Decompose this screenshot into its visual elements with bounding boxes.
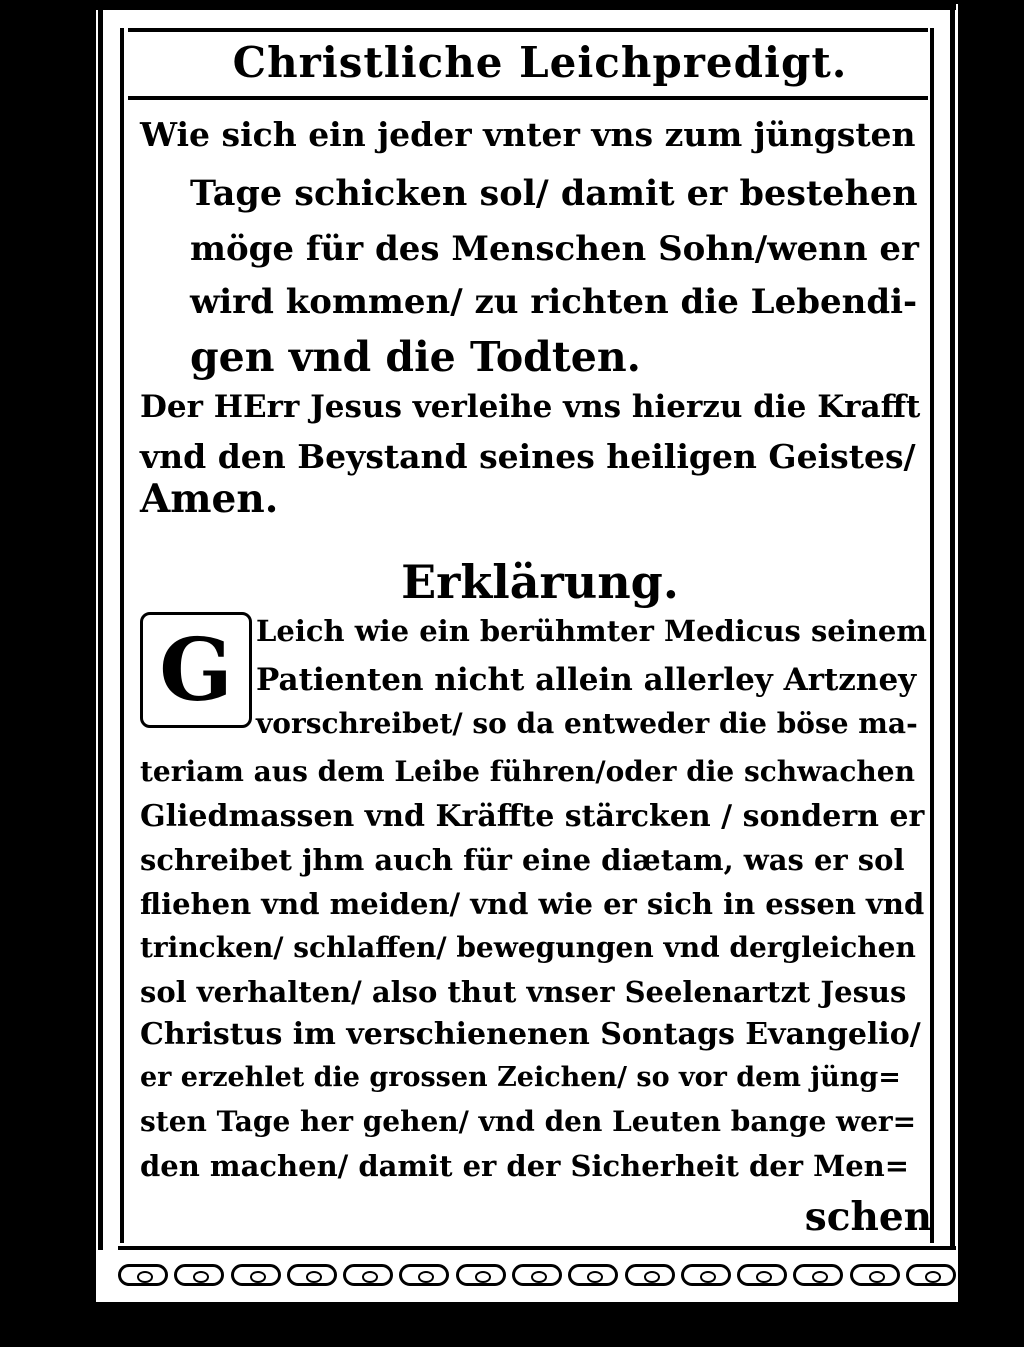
- right-inner-rule: [930, 28, 934, 1243]
- ornament-link: [793, 1264, 843, 1286]
- ornament-link: [512, 1264, 562, 1286]
- amen-line: vnd den Beystand seines heiligen Geistes/: [140, 437, 916, 476]
- body-line: Leich wie ein berühmter Medicus seinem: [256, 614, 927, 648]
- body-line: Patienten nicht allein allerley Artzney: [256, 662, 917, 698]
- prayer-line: Wie sich ein jeder vnter vns zum jüngsten: [140, 115, 916, 154]
- ornament-link: [174, 1264, 224, 1286]
- body-line: er erzehlet die grossen Zeichen/ so vor dem jüng=: [140, 1062, 901, 1093]
- prayer-line: gen vnd die Todten.: [190, 333, 641, 381]
- head-rule-top: [128, 28, 928, 32]
- body-line: fliehen vnd meiden/ vnd wie er sich in essen vnd: [140, 887, 925, 921]
- body-line: vorschreibet/ so da entweder die böse ma-: [256, 707, 918, 740]
- ornament-link: [737, 1264, 787, 1286]
- ornament-link: [456, 1264, 506, 1286]
- left-inner-rule: [120, 28, 124, 1243]
- right-outer-rule: [950, 10, 955, 1250]
- prayer-line: wird kommen/ zu richten die Lebendi-: [190, 282, 918, 322]
- body-line: sol verhalten/ also thut vnser Seelenartzt Jesus: [140, 975, 907, 1009]
- running-head: Christliche Leichpredigt.: [232, 38, 848, 87]
- amen-line: Der HErr Jesus verleihe vns hierzu die Krafft: [140, 389, 921, 425]
- bottom-rule: [118, 1246, 956, 1250]
- ornamental-border: [118, 1256, 956, 1294]
- section-heading: Erklärung.: [401, 555, 679, 609]
- ornament-link: [568, 1264, 618, 1286]
- ornament-link: [399, 1264, 449, 1286]
- amen-line: Amen.: [140, 476, 279, 522]
- prayer-line: möge für des Menschen Sohn/wenn er: [190, 229, 919, 269]
- ornament-link: [118, 1264, 168, 1286]
- body-line: schreibet jhm auch für eine diætam, was er sol: [140, 843, 905, 877]
- ornament-link: [681, 1264, 731, 1286]
- body-line: Gliedmassen vnd Kräffte stärcken / sondern er: [140, 799, 925, 834]
- left-outer-rule: [98, 10, 103, 1250]
- ornament-link: [231, 1264, 281, 1286]
- ornament-link: [850, 1264, 900, 1286]
- top-rule: [96, 4, 956, 10]
- ornament-link: [906, 1264, 956, 1286]
- decorated-initial: G: [140, 612, 252, 728]
- body-line: trincken/ schlaffen/ bewegungen vnd dergleichen: [140, 931, 916, 964]
- body-line: teriam aus dem Leibe führen/oder die schwachen: [140, 755, 915, 788]
- head-rule-bottom: [128, 96, 928, 100]
- body-line: Christus im verschienenen Sontags Evangelio/: [140, 1017, 921, 1052]
- body-line: den machen/ damit er der Sicherheit der Men=: [140, 1149, 910, 1183]
- catchword: schen: [804, 1194, 932, 1240]
- ornament-link: [287, 1264, 337, 1286]
- ornament-link: [343, 1264, 393, 1286]
- prayer-line: Tage schicken sol/ damit er bestehen: [190, 173, 918, 214]
- body-line: sten Tage her gehen/ vnd den Leuten bange wer=: [140, 1105, 917, 1138]
- ornament-link: [625, 1264, 675, 1286]
